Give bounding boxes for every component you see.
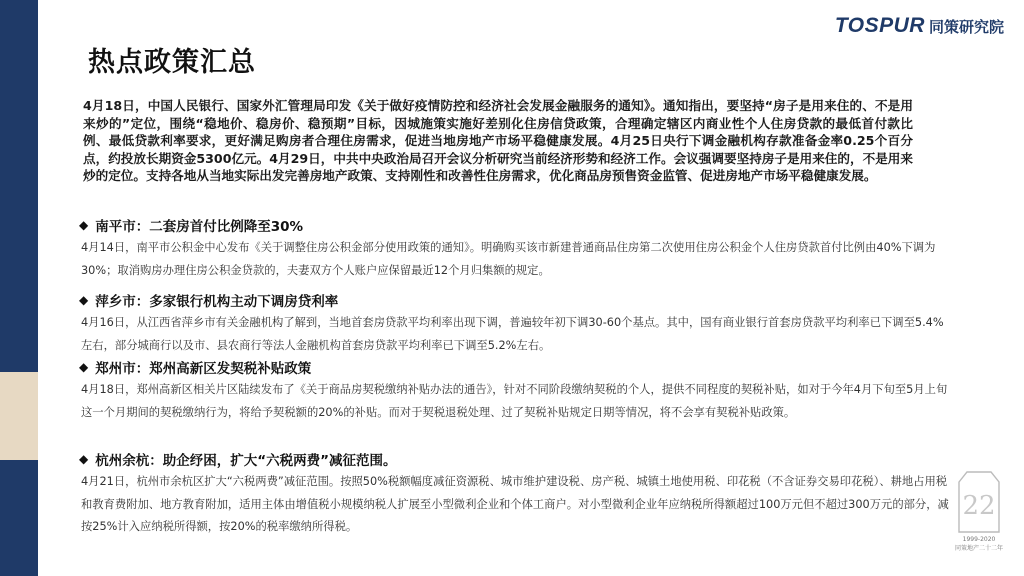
section-body: 4月18日，郑州高新区相关片区陆续发布了《关于商品房契税缴纳补贴办法的通告》，针对不同阶段缴纳契税的个人，提供不同程度的契税补贴，如对于今年4月下旬至5月上旬这一个月期间的契税缴纳行为，将给予契税额的20%的补贴。而对于契税退税处理、过了契税补贴规定日期等情况，将不会享有契税补贴政策。 [81, 383, 948, 419]
section-body: 4月14日，南平市公积金中心发布《关于调整住房公积金部分使用政策的通知》。明确购买该市新建普通商品住房第二次使用住房公积金个人住房贷款首付比例由40%下调为30%；取消购房办理住房公积金贷款的，夫妻双方个人账户应保留最近12个月归集额的规定。 [81, 241, 936, 277]
page-title: 热点政策汇总 [88, 47, 256, 78]
diamond-bullet-icon: ◆ [79, 218, 89, 232]
policy-section-zhengzhou [79, 357, 949, 424]
section-title: 杭州余杭：助企纾困，扩大“六税两费”减征范围。 [95, 453, 397, 469]
diamond-bullet-icon: ◆ [79, 293, 89, 307]
diamond-bullet-icon: ◆ [79, 452, 89, 466]
emblem-years: 1999-2020 [962, 536, 996, 543]
section-title: 郑州市：郑州高新区发契税补贴政策 [95, 361, 312, 377]
diamond-bullet-icon: ◆ [79, 360, 89, 374]
section-title: 萍乡市：多家银行机构主动下调房贷利率 [95, 294, 339, 310]
policy-section-pingxiang [79, 290, 949, 357]
logo-name: 同策研究院 [928, 17, 1004, 36]
company-logo [835, 14, 1004, 38]
section-heading [79, 215, 949, 235]
section-body: 4月16日，从江西省萍乡市有关金融机构了解到，当地首套房贷款平均利率出现下调，普遍较年初下调30-60个基点。其中，国有商业银行首套房贷款平均利率已下调至5.4%左右，部分城商行以及市、县农商行等法人金融机构首套房贷款平均利率已下调至5.2%左右。 [81, 316, 944, 352]
section-heading [79, 357, 949, 377]
emblem-caption: 同策地产二十二年 [954, 545, 1003, 552]
anniversary-logo-icon [955, 464, 1003, 534]
section-heading [79, 449, 949, 469]
section-body: 4月21日，杭州市余杭区扩大“六税两费”减征范围。按照50%税额幅度减征资源税、城市维护建设税、房产税、城镇土地使用税、印花税（不含证券交易印花税）、耕地占用税和教育费附加、地方教育附加，适用主体由增值税小规模纳税人扩展至小型微利企业和个体工商户。对小型微利企业年应纳税所得额超过100万元但不超过300万元的部分，减按25%计入应纳税所得额，按20%的税率缴纳所得税。 [81, 475, 949, 533]
policy-section-nanping [79, 215, 949, 282]
section-title: 南平市：二套房首付比例降至30% [95, 219, 304, 235]
policy-section-yuhang [79, 449, 949, 539]
left-accent-bar [0, 0, 38, 576]
left-accent-block [0, 372, 38, 460]
logo-brand: TOSPUR [834, 14, 925, 37]
section-heading [79, 290, 949, 310]
anniversary-emblem [948, 464, 1010, 560]
intro-paragraph: 4月18日，中国人民银行、国家外汇管理局印发《关于做好疫情防控和经济社会发展金融服务的通知》。通知指出，要坚持“房子是用来住的、不是用来炒的”定位，围绕“稳地价、稳房价、稳预期”目标，因城施策实施好差别化住房信贷政策，合理确定辖区内商业性个人住房贷款的最低首付款比例、最低贷款利率要求，更好满足购房者合理住房需求，促进当地房地产市场平稳健康发展。4月25日央行下调金融机构存款准备金率0.25个百分点，约投放长期资金5300亿元。4月29日，中共中央政治局召开会议分析研究当前经济形势和经济工作。会议强调要坚持房子是用来住的，不是用来炒的定位。支持各地从当地实际出发完善房地产政策、支持刚性和改善性住房需求，优化商品房预售资金监管、促进房地产市场平稳健康发展。 [83, 98, 913, 184]
svg-text:22: 22 [962, 491, 996, 521]
